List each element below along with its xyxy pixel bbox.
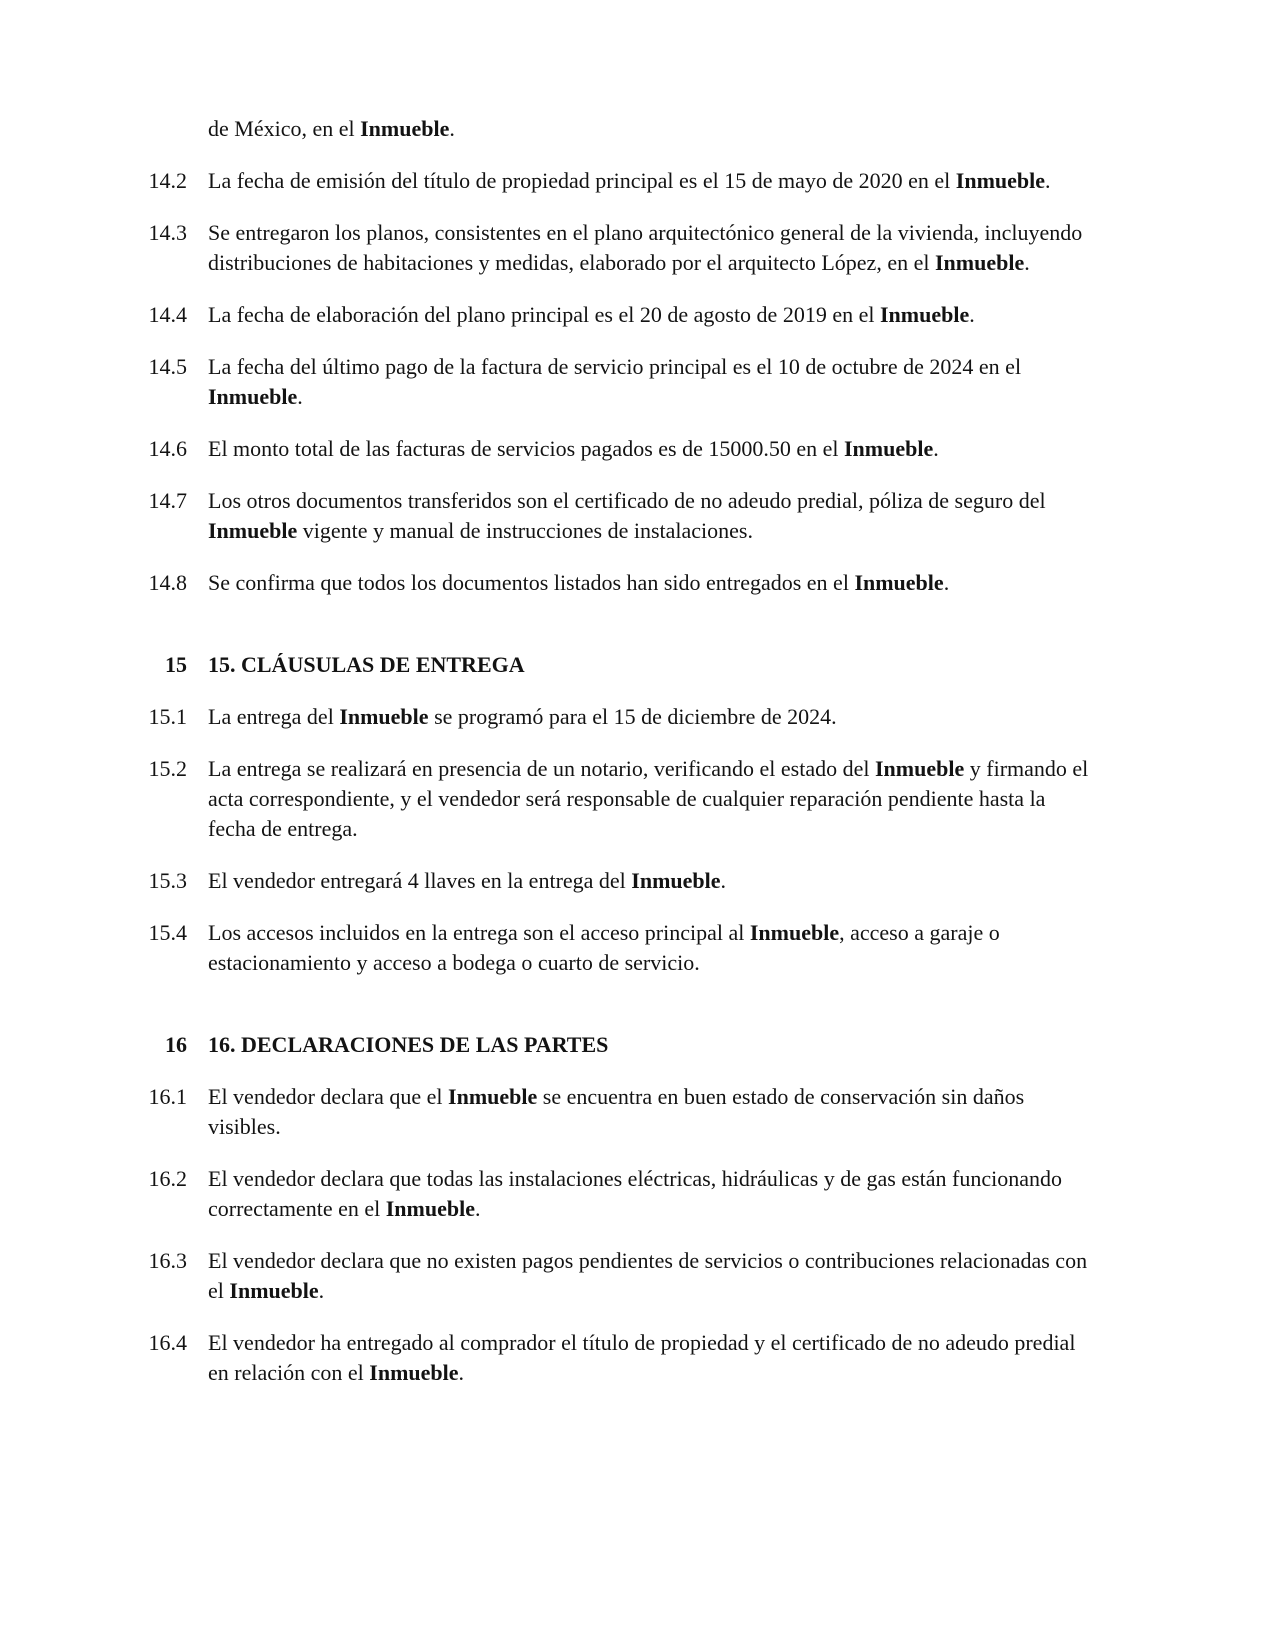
bold-term: Inmueble — [369, 1360, 459, 1385]
text-segment: El vendedor ha entregado al comprador el título de propiedad y el certificado de no adeudo predial en relación con el — [208, 1330, 1076, 1385]
clause-text — [208, 918, 1098, 978]
clause-text — [208, 754, 1098, 844]
clause-number: 16 — [165, 1032, 187, 1057]
text-segment: . — [1045, 168, 1051, 193]
clause-number: 15 — [165, 652, 187, 677]
clause-item-16-2 — [137, 1164, 1098, 1224]
text-segment: El vendedor declara que no existen pagos pendientes de servicios o contribuciones relacionadas con el — [208, 1248, 1088, 1303]
clause-text — [208, 568, 1098, 598]
clause-text — [208, 486, 1098, 546]
clause-text — [208, 1328, 1098, 1388]
clause-number: 14.5 — [148, 354, 187, 379]
text-segment: La fecha de emisión del título de propiedad principal es el 15 de mayo de 2020 en el — [208, 168, 956, 193]
clause-text — [208, 434, 1098, 464]
text-segment: . — [449, 116, 455, 141]
section-title: 16. DECLARACIONES DE LAS PARTES — [208, 1032, 609, 1057]
bold-term: Inmueble — [854, 570, 944, 595]
clause-item-16-3 — [137, 1246, 1098, 1306]
bold-term: Inmueble — [934, 250, 1025, 275]
clause-number: 14.6 — [148, 436, 187, 461]
text-segment: . — [1024, 250, 1030, 275]
bold-term: Inmueble — [749, 920, 840, 945]
text-segment: vigente y manual de instrucciones de instalaciones. — [297, 518, 753, 543]
text-segment: se programó para el 15 de diciembre de 2024. — [428, 704, 837, 729]
clause-number: 16.2 — [148, 1166, 187, 1191]
clause-item-intro — [137, 114, 1098, 144]
clause-item-14-4 — [137, 300, 1098, 330]
clause-number: 14.4 — [148, 302, 187, 327]
clause-number: 14.3 — [148, 220, 187, 245]
bold-term: Inmueble — [448, 1084, 538, 1109]
section-heading-16 — [137, 1030, 1098, 1060]
bold-term: Inmueble — [955, 168, 1046, 193]
clause-number: 16.1 — [148, 1084, 187, 1109]
bold-term: Inmueble — [385, 1196, 475, 1221]
clause-number: 14.7 — [148, 488, 187, 513]
text-segment: . — [458, 1360, 465, 1385]
section-title: 15. CLÁUSULAS DE ENTREGA — [208, 652, 525, 677]
bold-term: Inmueble — [208, 384, 298, 409]
clause-item-15-4 — [137, 918, 1098, 978]
clause-item-14-2 — [137, 166, 1098, 196]
clause-number: 14.2 — [148, 168, 187, 193]
clause-item-14-5 — [137, 352, 1098, 412]
clause-number: 15.3 — [148, 868, 187, 893]
clause-text — [208, 114, 1098, 144]
clause-text — [208, 1082, 1098, 1142]
bold-term: Inmueble — [208, 518, 298, 543]
contract-content — [137, 114, 1098, 1410]
clause-item-16-1 — [137, 1082, 1098, 1142]
text-segment: Los accesos incluidos en la entrega son el acceso principal al — [208, 920, 750, 945]
clause-text — [208, 300, 1098, 330]
clause-text — [208, 218, 1098, 278]
clause-text — [208, 866, 1098, 896]
text-segment: La fecha del último pago de la factura de servicio principal es el 10 de octubre de 2024 en el — [208, 354, 1022, 379]
bold-term: Inmueble — [879, 302, 970, 327]
text-segment: Se entregaron los planos, consistentes en el plano arquitectónico general de la vivienda, incluyendo distribuciones de habitaciones y medidas, elaborado por el arquitecto López, en el — [208, 220, 1083, 275]
clause-number: 15.2 — [148, 756, 187, 781]
text-segment: . — [969, 302, 975, 327]
bold-term: Inmueble — [360, 116, 450, 141]
clause-item-14-6 — [137, 434, 1098, 464]
clause-item-14-3 — [137, 218, 1098, 278]
clause-number: 16.4 — [148, 1330, 187, 1355]
text-segment: La entrega se realizará en presencia de un notario, verificando el estado del — [208, 756, 875, 781]
clause-text — [208, 166, 1098, 196]
text-segment: Se confirma que todos los documentos listados han sido entregados en el — [208, 570, 855, 595]
text-segment: La entrega del — [208, 704, 340, 729]
clause-item-15-2 — [137, 754, 1098, 844]
text-segment: El vendedor declara que todas las instalaciones eléctricas, hidráulicas y de gas están funcionando correctamente en el — [208, 1166, 1063, 1221]
text-segment: . — [943, 570, 950, 595]
bold-term: Inmueble — [631, 868, 721, 893]
bold-term: Inmueble — [339, 704, 429, 729]
clause-item-16-4 — [137, 1328, 1098, 1388]
text-segment: . — [474, 1196, 481, 1221]
clause-item-14-8 — [137, 568, 1098, 598]
clause-number: 16.3 — [148, 1248, 187, 1273]
clause-text — [208, 1246, 1098, 1306]
text-segment: El vendedor declara que el — [208, 1084, 449, 1109]
clause-item-15-1 — [137, 702, 1098, 732]
clause-text — [208, 1164, 1098, 1224]
clause-text — [208, 702, 1098, 732]
text-segment: . — [318, 1278, 325, 1303]
text-segment: . — [720, 868, 727, 893]
text-segment: de México, en el — [208, 116, 361, 141]
text-segment: La fecha de elaboración del plano principal es el 20 de agosto de 2019 en el — [208, 302, 880, 327]
text-segment: . — [297, 384, 303, 409]
section-heading-15 — [137, 650, 1098, 680]
text-segment: El monto total de las facturas de servicios pagados es de 15000.50 en el — [208, 436, 844, 461]
bold-term: Inmueble — [229, 1278, 319, 1303]
clause-text — [208, 352, 1098, 412]
text-segment: y firmando el acta correspondiente, y el vendedor será responsable de cualquier reparación pendiente hasta la fecha de entrega. — [208, 756, 1089, 841]
clause-item-14-7 — [137, 486, 1098, 546]
bold-term: Inmueble — [844, 436, 934, 461]
text-segment: se encuentra en buen estado de conservación sin daños visibles. — [208, 1084, 1025, 1139]
text-segment: . — [933, 436, 939, 461]
text-segment: Los otros documentos transferidos son el certificado de no adeudo predial, póliza de seguro del — [208, 488, 1046, 513]
clause-number: 14.8 — [148, 570, 187, 595]
clause-number: 15.1 — [148, 704, 187, 729]
text-segment: El vendedor entregará 4 llaves en la entrega del — [208, 868, 632, 893]
clause-number: 15.4 — [148, 920, 187, 945]
clause-item-15-3 — [137, 866, 1098, 896]
text-segment: , acceso a garaje o estacionamiento y acceso a bodega o cuarto de servicio. — [208, 920, 1000, 975]
bold-term: Inmueble — [875, 756, 965, 781]
